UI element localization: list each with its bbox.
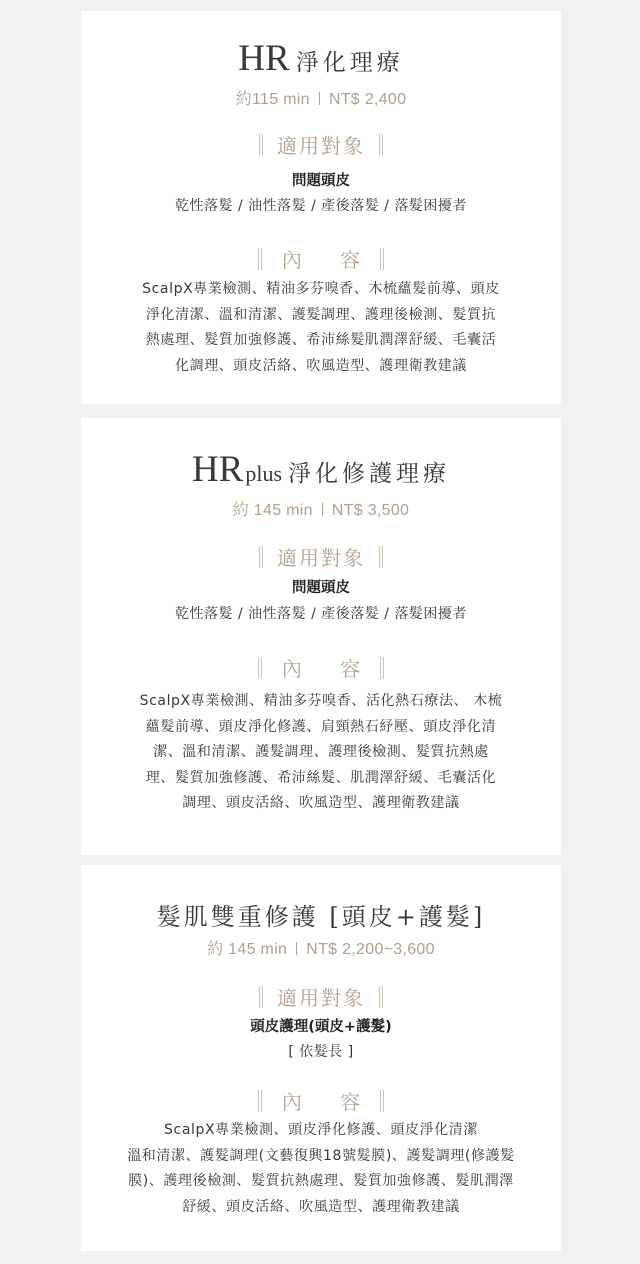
- content-line: 膜)、護理後檢測、髮質抗熱處理、髮質加強修護、髮肌潤澤: [128, 1173, 514, 1189]
- service-title: [81, 448, 561, 491]
- target-heading: [81, 982, 561, 1011]
- target-title: 頭皮護理(頭皮+護髮): [250, 1019, 392, 1035]
- heading-bar-right: [379, 546, 383, 568]
- content-line: 潔、溫和清潔、護髮調理、護理後檢測、髮質抗熱處: [153, 744, 489, 760]
- target-description: 乾性落髮 / 油性落髮 / 產後落髮 / 落髮困擾者: [175, 606, 467, 622]
- content-line: 淨化清潔、溫和清潔、護髮調理、護理後檢測、髮質抗: [145, 306, 497, 323]
- heading-bar-left: [258, 248, 262, 270]
- service-meta: [81, 86, 561, 109]
- service-price: NT$ 2,400: [328, 91, 407, 108]
- service-title-name: 淨化理療: [295, 50, 404, 76]
- target-heading-label: 適用對象: [277, 134, 365, 158]
- service-price: NT$ 3,500: [331, 502, 410, 519]
- content-line: 調理、頭皮活絡、吹風造型、護理衛教建議: [182, 795, 460, 811]
- separator: [319, 92, 320, 105]
- content-description: [81, 1118, 561, 1220]
- heading-bar-right: [379, 986, 383, 1008]
- content-line: ScalpX專業檢測、頭皮淨化修護、頭皮淨化清潔: [164, 1122, 478, 1138]
- service-meta: [81, 497, 561, 520]
- content-line: 理、髮質加強修護、希沛絲髮、肌潤澤舒緩、毛囊活化: [145, 769, 497, 786]
- heading-bar-right: [380, 1090, 384, 1112]
- content-heading: [81, 653, 561, 682]
- content-description: [81, 689, 561, 817]
- separator: [322, 503, 323, 516]
- service-card-hr-plus: [81, 418, 561, 855]
- service-duration: 約 145 min: [207, 941, 288, 958]
- content-description: [81, 277, 561, 379]
- content-line: 化調理、頭皮活絡、吹風造型、護理衛教建議: [175, 357, 467, 374]
- content-heading: [81, 1086, 561, 1115]
- content-heading-label: 內 容: [281, 657, 377, 681]
- content-line: 蘊髮前導、頭皮淨化修護、肩頸熱石紓壓、頭皮淨化清: [145, 718, 497, 735]
- heading-bar-left: [258, 657, 262, 679]
- service-duration: 約 145 min: [232, 502, 313, 519]
- content-line: ScalpX專業檢測、精油多芬嗅香、活化熱石療法、 木梳: [139, 693, 503, 709]
- service-meta: [81, 936, 561, 959]
- target-heading-label: 適用對象: [277, 546, 365, 570]
- heading-bar-left: [259, 546, 263, 568]
- target-heading: [81, 542, 561, 571]
- heading-bar-right: [380, 248, 384, 270]
- target-description: 乾性落髮 / 油性落髮 / 產後落髮 / 落髮困擾者: [175, 198, 467, 214]
- service-title-hr: HR: [238, 38, 290, 79]
- content-line: ScalpX專業檢測、精油多芬嗅香、木梳蘊髮前導、頭皮: [142, 281, 500, 297]
- content-heading-label: 內 容: [281, 248, 377, 272]
- target-title: 問題頭皮: [292, 173, 350, 189]
- heading-bar-left: [258, 1090, 262, 1112]
- target-heading-label: 適用對象: [277, 986, 365, 1010]
- service-title-name: 髮肌雙重修護 [頭皮+護髮]: [156, 903, 486, 931]
- target-title: 問題頭皮: [292, 580, 350, 596]
- separator: [296, 942, 297, 955]
- heading-bar-left: [259, 986, 263, 1008]
- target-description: [ 依髮長 ]: [288, 1044, 354, 1060]
- service-duration: 約115 min: [235, 91, 310, 108]
- content-heading-label: 內 容: [281, 1090, 377, 1114]
- content-line: 溫和清潔、護髮調理(文藝復興18號髮膜)、護髮調理(修護髮: [127, 1147, 515, 1164]
- service-title-plus: plus: [245, 461, 283, 486]
- service-title: [81, 897, 561, 932]
- service-card-dual-repair: [81, 865, 561, 1251]
- heading-bar-left: [259, 134, 263, 156]
- service-price: NT$ 2,200~3,600: [306, 941, 435, 958]
- content-line: 舒緩、頭皮活絡、吹風造型、護理衛教建議: [182, 1198, 460, 1215]
- heading-bar-right: [379, 134, 383, 156]
- service-card-hr-cleanse: [81, 11, 561, 404]
- heading-bar-right: [380, 657, 384, 679]
- content-line: 熱處理、髮質加強修護、希沛絲髮肌潤澤舒緩、毛囊活: [145, 332, 497, 348]
- content-heading: [81, 244, 561, 273]
- service-title-hr: HR: [191, 449, 244, 490]
- service-title: [81, 37, 561, 80]
- target-heading: [81, 130, 561, 159]
- service-title-name: 淨化修護理療: [288, 461, 451, 487]
